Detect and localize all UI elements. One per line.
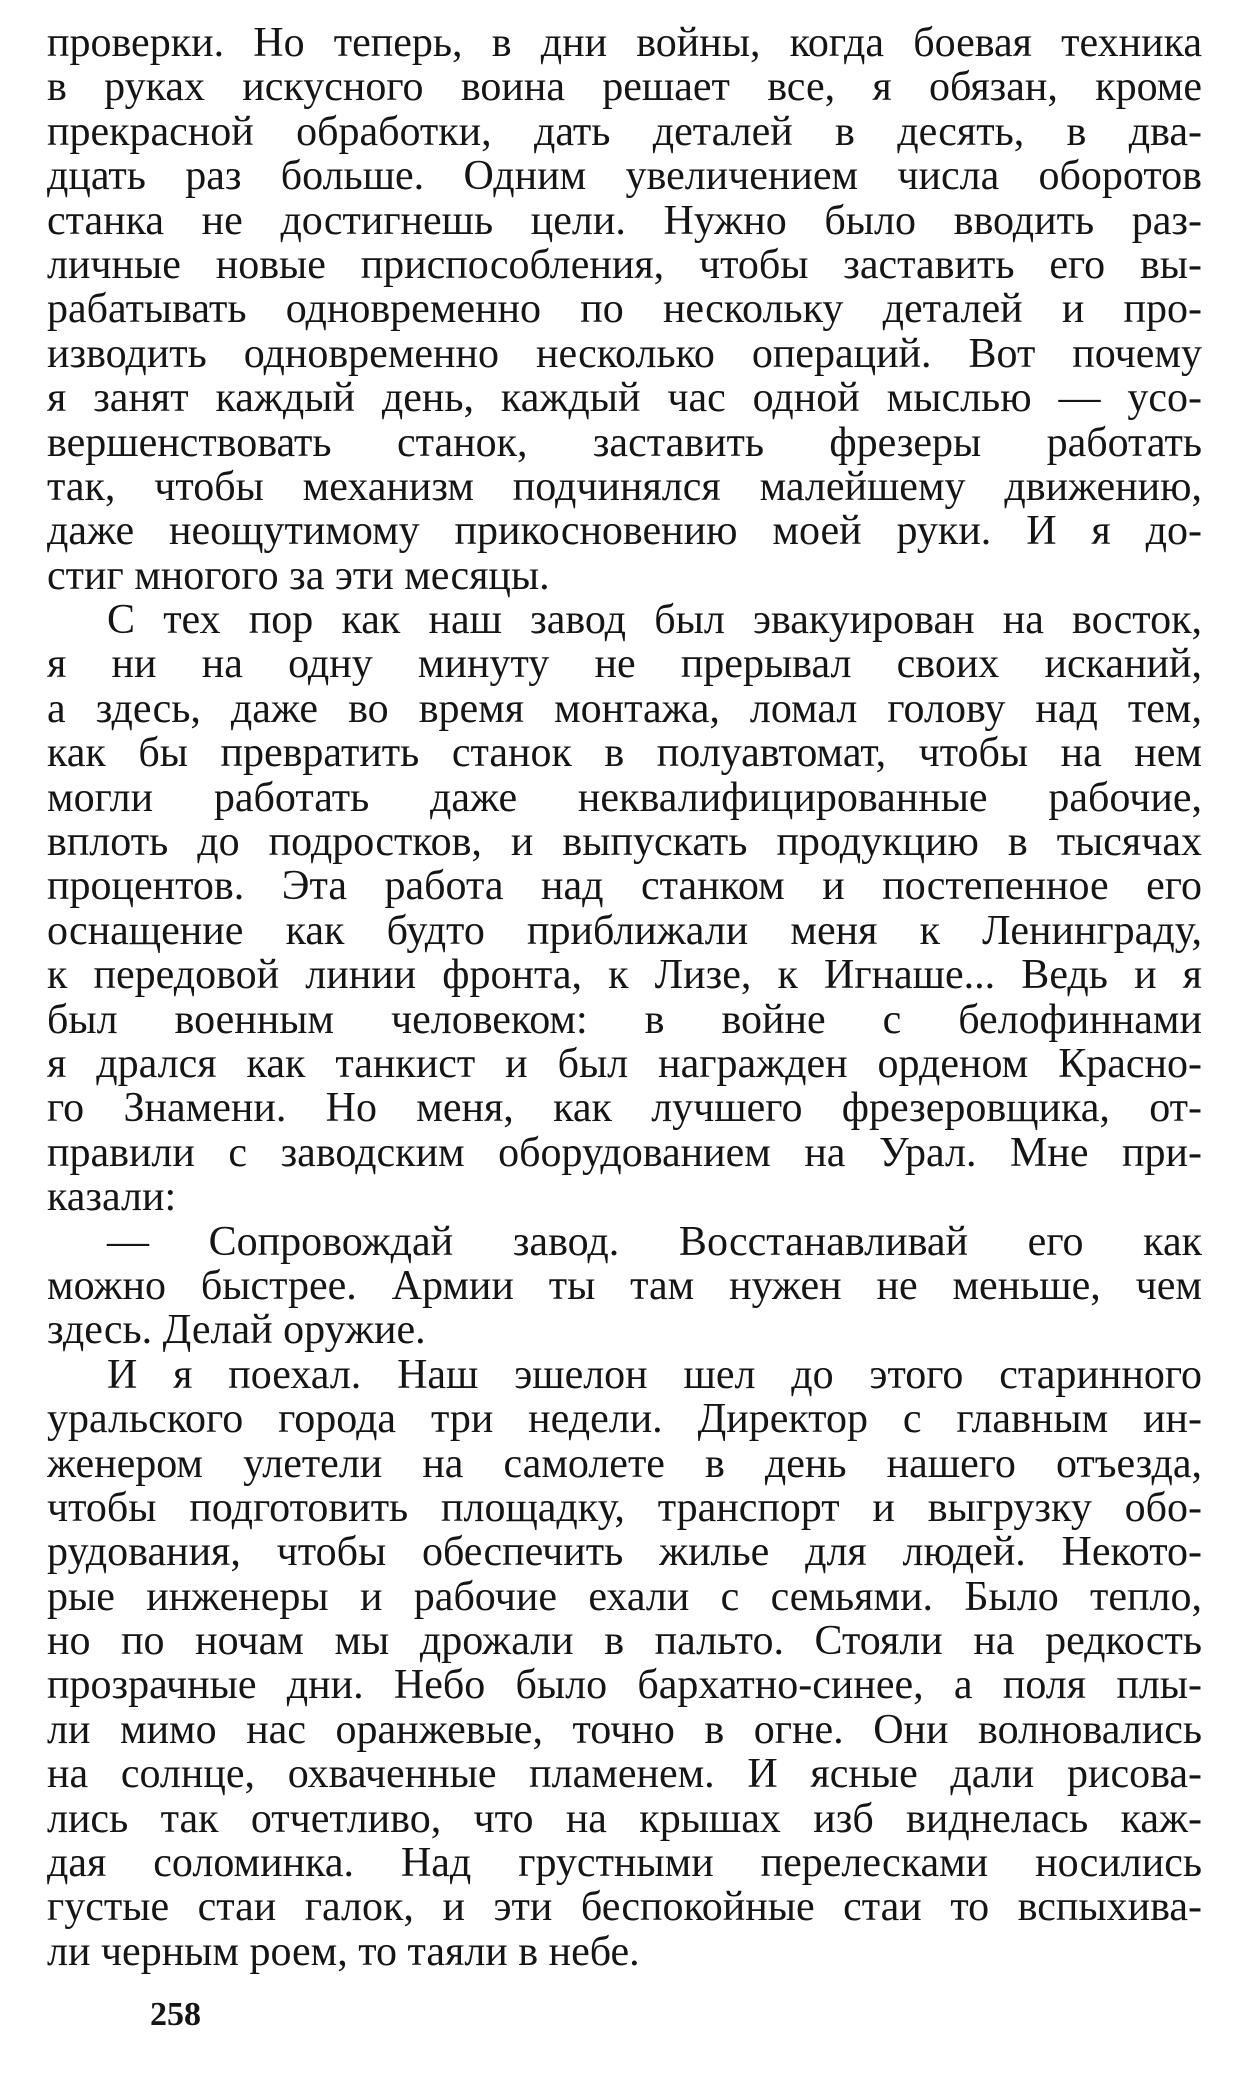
text-line: оснащение как будто приближали меня к Ленинграду, <box>47 908 1202 954</box>
text-line: процентов. Эта работа над станком и постепенное его <box>47 864 1202 909</box>
text-line: так, чтобы механизм подчинялся малейшему движению, <box>47 464 1202 510</box>
text-line: ли черным роем, то таяли в небе. <box>47 1929 640 1975</box>
text-line: могли работать даже неквалифицированные рабочие, <box>47 775 1202 821</box>
dialogue-paragraph <box>47 1220 1202 1353</box>
text-line: рабатывать одновременно по нескольку деталей и про- <box>47 287 1202 332</box>
text-line: на солнце, охваченные пламенем. И ясные дали рисова- <box>47 1752 1202 1797</box>
text-line: густые стаи галок, и эти беспокойные стаи то вспыхива- <box>47 1885 1202 1930</box>
text-line: вершенствовать станок, заставить фрезеры работать <box>47 420 1202 465</box>
text-line: вплоть до подростков, и выпускать продукцию в тысячах <box>47 820 1202 865</box>
text-line: даже неощутимому прикосновению моей руки. И я до- <box>47 509 1202 554</box>
text-line: можно быстрее. Армии ты там нужен не меньше, чем <box>47 1263 1202 1309</box>
text-line: казали: <box>47 1175 177 1220</box>
paragraph <box>47 1353 1202 1974</box>
text-line: прозрачные дни. Небо было бархатно-синее, а поля плы- <box>47 1663 1202 1708</box>
text-line: я занят каждый день, каждый час одной мыслью — усо- <box>47 376 1202 421</box>
text-line: я дрался как танкист и был награжден орденом Красно- <box>47 1041 1202 1087</box>
text-line: го Знамени. Но меня, как лучшего фрезеровщика, от- <box>47 1086 1202 1131</box>
text-line: дцать раз больше. Одним увеличением числа оборотов <box>47 154 1202 199</box>
page-number: 258 <box>150 1996 201 2033</box>
text-line: ли мимо нас оранжевые, точно в огне. Они волновались <box>47 1707 1202 1753</box>
text-line: дая соломинка. Над грустными перелесками носились <box>47 1841 1202 1886</box>
text-line: стиг многого за эти месяцы. <box>47 553 550 599</box>
text-line: лись так отчетливо, что на крышах изб виднелась каж- <box>47 1796 1202 1842</box>
text-body <box>47 21 1202 1974</box>
text-line: проверки. Но теперь, в дни войны, когда боевая техника <box>47 21 1202 66</box>
paragraph <box>47 21 1202 598</box>
text-line: но по ночам мы дрожали в пальто. Стояли на редкость <box>47 1619 1202 1664</box>
text-line: чтобы подготовить площадку, транспорт и выгрузку обо- <box>47 1485 1202 1531</box>
text-line: а здесь, даже во время монтажа, ломал голову над тем, <box>47 686 1202 732</box>
text-line: И я поехал. Наш эшелон шел до этого старинного <box>107 1352 1202 1398</box>
text-line: уральского города три недели. Директор с главным ин- <box>47 1397 1202 1442</box>
text-line: к передовой линии фронта, к Лизе, к Игнаше... Ведь и я <box>47 953 1202 998</box>
paragraph <box>47 598 1202 1219</box>
text-line: женером улетели на самолете в день нашего отъезда, <box>47 1441 1202 1486</box>
text-line: был военным человеком: в войне с белофиннами <box>47 997 1202 1042</box>
text-line: как бы превратить станок в полуавтомат, чтобы на нем <box>47 731 1202 776</box>
text-line: в руках искусного воина решает все, я обязан, кроме <box>47 65 1202 110</box>
text-line: С тех пор как наш завод был эвакуирован на восток, <box>107 598 1202 643</box>
text-line: изводить одновременно несколько операций. Вот почему <box>47 331 1202 377</box>
text-line: я ни на одну минуту не прерывал своих исканий, <box>47 642 1202 687</box>
text-line: — Сопровождай завод. Восстанавливай его как <box>107 1219 1202 1264</box>
text-line: станка не достигнешь цели. Нужно было вводить раз- <box>47 198 1202 243</box>
text-line: прекрасной обработки, дать деталей в десять, в два- <box>47 109 1202 155</box>
text-line: рые инженеры и рабочие ехали с семьями. Было тепло, <box>47 1574 1202 1620</box>
text-line: личные новые приспособления, чтобы заставить его вы- <box>47 242 1202 288</box>
text-line: рудования, чтобы обеспечить жилье для людей. Некото- <box>47 1530 1202 1575</box>
text-line: правили с заводским оборудованием на Урал. Мне при- <box>47 1130 1202 1176</box>
text-line: здесь. Делай оружие. <box>47 1308 426 1353</box>
